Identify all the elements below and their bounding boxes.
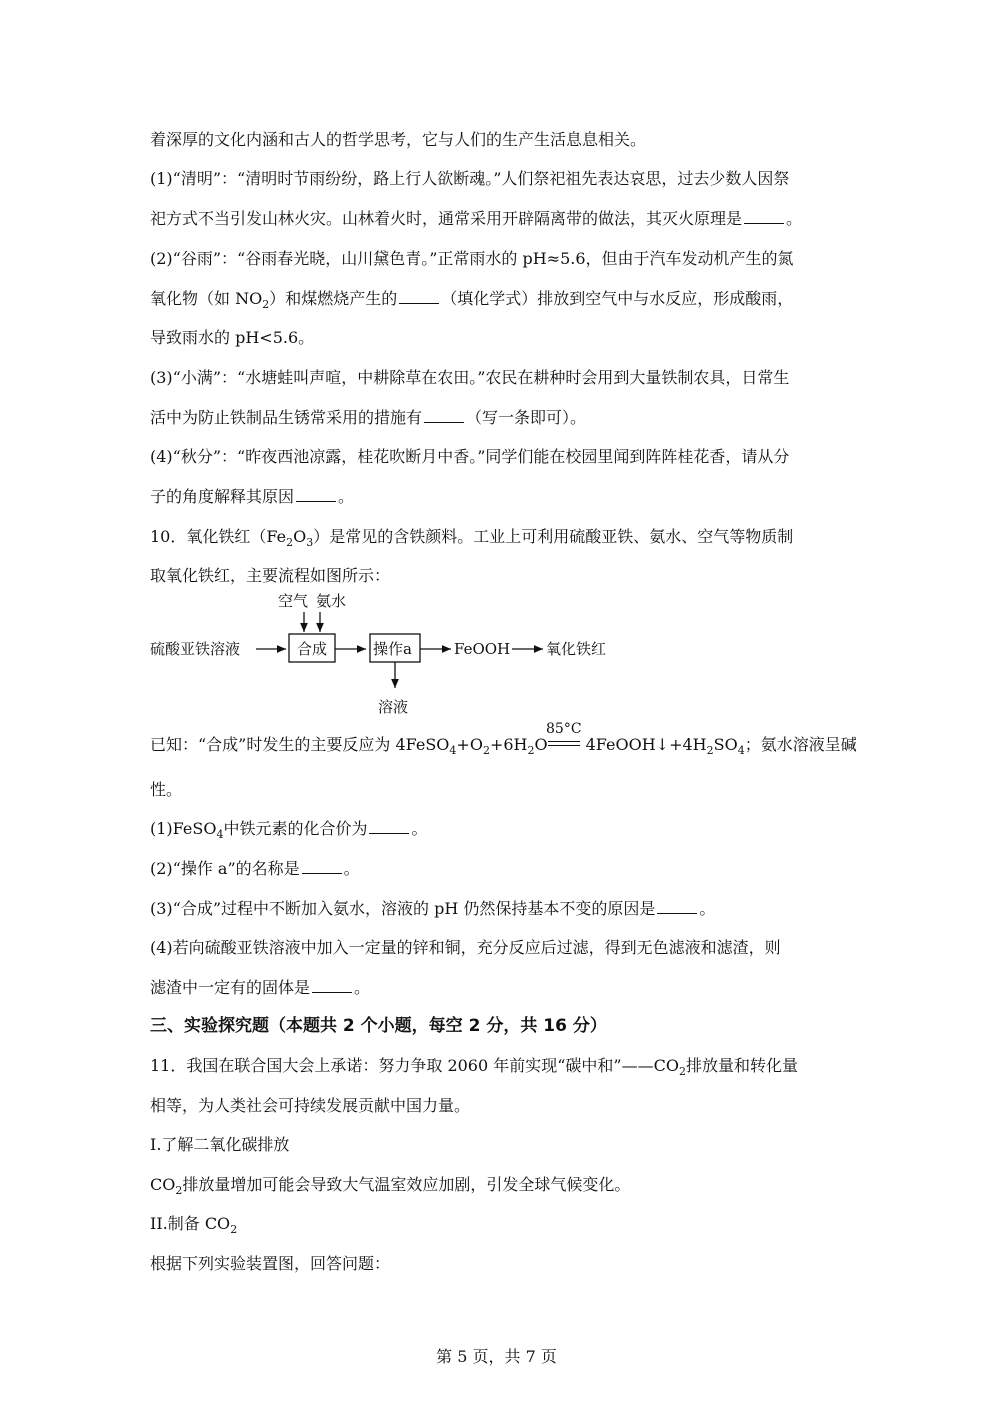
text-line: (4)若向硫酸亚铁溶液中加入一定量的锌和铜，充分反应后过滤，得到无色滤液和滤渣，则 (150, 938, 781, 957)
text-line: (2)“谷雨”：“谷雨春光晓，山川黛色青。”正常雨水的 pH≈5.6，但由于汽车发动机产生的氮 (150, 249, 794, 268)
text-line: (4)“秋分”：“昨夜西池凉露，桂花吹断月中香。”同学们能在校园里闻到阵阵桂花香，请从分 (150, 447, 790, 466)
text-line: (1)FeSO$_4$中铁元素的化合价为 。 (150, 819, 428, 842)
final-label: 氧化铁红 (546, 640, 607, 658)
answer-blank[interactable] (296, 487, 336, 502)
start-label: 硫酸亚铁溶液 (150, 640, 241, 658)
answer-blank[interactable] (312, 978, 352, 993)
text-line: 活中为防止铁制品生锈常采用的措施有 （写一条即可）。 (150, 408, 587, 427)
text-line: $CO_2$排放量增加可能会导致大气温室效应加剧，引发全球气候变化。 (150, 1175, 631, 1198)
text-line: 氧化物（如 $NO_2$）和煤燃烧产生的 （填化学式）排放到空气中与水反应，形成酸雨， (150, 289, 794, 312)
answer-blank[interactable] (399, 289, 439, 304)
text-line: 取氧化铁红，主要流程如图所示： (150, 566, 391, 585)
text-line: 子的角度解释其原因 。 (150, 487, 355, 506)
reaction-condition: 85°C (546, 721, 582, 737)
text-line: 性。 (150, 780, 183, 799)
air-label: 空气 (278, 592, 309, 610)
text-line: (1)“清明”：“清明时节雨纷纷，路上行人欲断魂。”人们祭祀祖先表达哀思，过去少数人因祭 (150, 169, 790, 188)
operation-a-label: 操作a (373, 640, 412, 658)
filtrate-label: 溶液 (378, 698, 409, 716)
answer-blank[interactable] (657, 899, 697, 914)
text-line: (3)“小满”：“水塘蛙叫声喧，中耕除草在农田。”农民在耕种时会用到大量铁制农具，日常生 (150, 368, 790, 387)
text-line: (2)“操作 a”的名称是 。 (150, 859, 360, 878)
text-line: 着深厚的文化内涵和古人的哲学思考，它与人们的生产生活息息相关。 (150, 130, 647, 149)
text-line: (3)“合成”过程中不断加入氨水，溶液的 pH 仍然保持基本不变的原因是 。 (150, 899, 716, 918)
text-line: 根据下列实验装置图，回答问题： (150, 1254, 391, 1273)
synthesis-label: 合成 (297, 640, 328, 658)
text-line: 滤渣中一定有的固体是 。 (150, 978, 371, 997)
text-line: 导致雨水的 pH<5.6。 (150, 328, 315, 347)
subheading: II.制备 $CO_2$ (150, 1214, 238, 1237)
page-footer: 第 5 页，共 7 页 (436, 1347, 557, 1366)
process-flow-diagram (150, 588, 630, 718)
section-heading: 三、实验探究题（本题共 2 个小题，每空 2 分，共 16 分） (150, 1016, 607, 1036)
answer-blank[interactable] (424, 408, 464, 423)
answer-blank[interactable] (302, 859, 342, 874)
answer-blank[interactable] (744, 209, 784, 224)
answer-blank[interactable] (369, 819, 409, 834)
text-line: 祀方式不当引发山林火灾。山林着火时，通常采用开辟隔离带的做法，其灭火原理是 。 (150, 209, 803, 228)
text-line: 10．氧化铁红$(Fe_2O_3)$是常见的含铁颜料。工业上可利用硫酸亚铁、氨水、空气等物质制 (150, 527, 794, 550)
text-line: 11．我国在联合国大会上承诺：努力争取 2060 年前实现“碳中和$”——CO_2$排放量和转化量 (150, 1056, 798, 1079)
feooh-label: FeOOH (454, 640, 511, 658)
ammonia-label: 氨水 (316, 592, 347, 610)
subheading: I.了解二氧化碳排放 (150, 1135, 290, 1154)
text-line: 已知：“合成”时发生的主要反应为 $4FeSO_4+O_2+6H_2O$ $4FeOOH↓+4H_2SO_4$；氨水溶液呈碱 (150, 735, 857, 758)
text-line: 相等，为人类社会可持续发展贡献中国力量。 (150, 1096, 471, 1115)
